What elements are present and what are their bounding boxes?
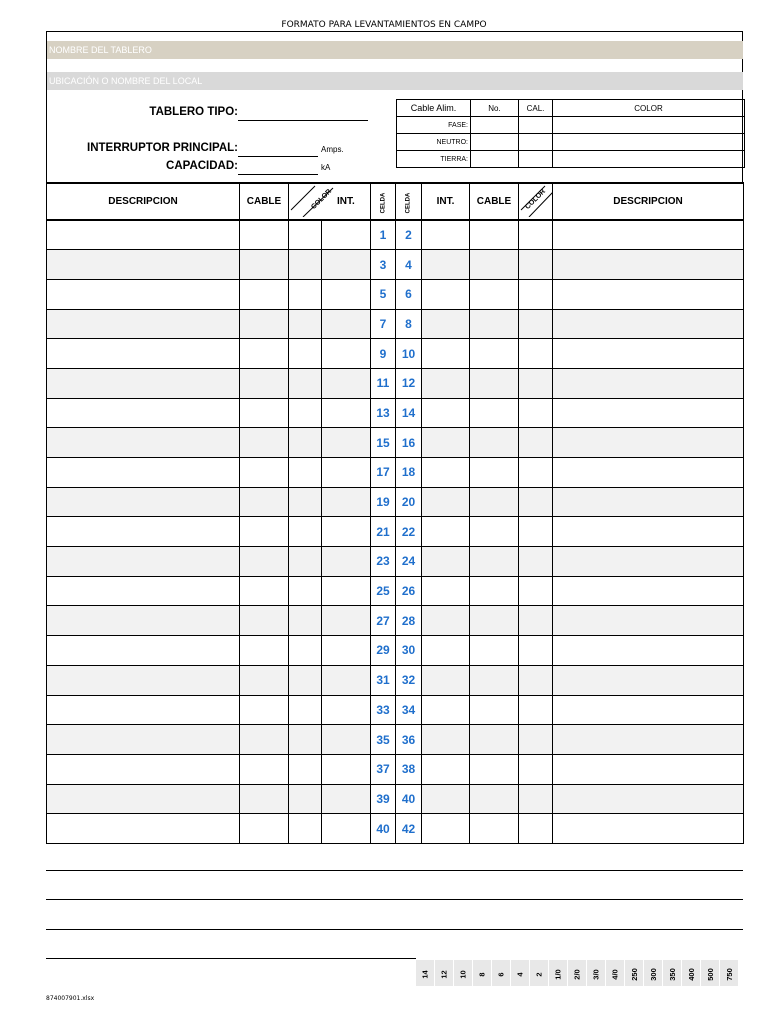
cable-size-cell: 1/0: [549, 960, 568, 987]
cable-left-cell[interactable]: [240, 309, 289, 339]
celda-right-number: 4: [396, 250, 422, 280]
celda-right-number: 8: [396, 309, 422, 339]
descripcion-left-cell[interactable]: [47, 606, 240, 636]
cable-size-cell: 300: [644, 960, 663, 987]
celda-right-number: 32: [396, 665, 422, 695]
table-row: [47, 368, 744, 398]
color-right-cell[interactable]: [519, 665, 553, 695]
int-left-cell[interactable]: [322, 279, 371, 309]
descripcion-left-cell[interactable]: [47, 754, 240, 784]
int-right-cell[interactable]: [422, 398, 470, 428]
celda-right-number: 38: [396, 754, 422, 784]
table-row: [47, 339, 744, 369]
color-left-cell[interactable]: [289, 309, 322, 339]
table-row: [47, 487, 744, 517]
cable-size-cell: 4/0: [606, 960, 625, 987]
int-right-cell[interactable]: [422, 368, 470, 398]
int-right-cell[interactable]: [422, 487, 470, 517]
color-right-cell[interactable]: [519, 814, 553, 844]
amps-unit: Amps.: [321, 145, 344, 154]
color-int-left-header: [289, 183, 371, 220]
table-row: [47, 636, 744, 666]
fase-cal-cell[interactable]: [519, 117, 553, 134]
color-right-cell[interactable]: [519, 547, 553, 577]
table-row: [47, 517, 744, 547]
descripcion-left-cell[interactable]: [47, 665, 240, 695]
cable-left-cell[interactable]: [240, 458, 289, 488]
color-left-cell[interactable]: [289, 220, 322, 250]
descripcion-right-cell[interactable]: [553, 606, 744, 636]
int-left-cell[interactable]: [322, 517, 371, 547]
celda-right-number: 18: [396, 458, 422, 488]
celda-right-number: 16: [396, 428, 422, 458]
cable-left-cell[interactable]: [240, 695, 289, 725]
color-left-cell[interactable]: [289, 368, 322, 398]
celda-right-number: 6: [396, 279, 422, 309]
descripcion-right-cell[interactable]: [553, 487, 744, 517]
tierra-color-cell[interactable]: [553, 151, 745, 168]
descripcion-left-cell[interactable]: [47, 220, 240, 250]
cable-size-cell: 500: [701, 960, 720, 987]
int-left-label: INT.: [337, 196, 355, 207]
color-right-header: [519, 183, 553, 220]
cable-right-cell[interactable]: [470, 606, 519, 636]
cal-header: CAL.: [519, 100, 553, 117]
capacidad-label: CAPACIDAD:: [166, 160, 238, 172]
table-row: [47, 754, 744, 784]
color-right-cell[interactable]: [519, 428, 553, 458]
table-row: [47, 309, 744, 339]
celda-left-header: CELDA: [371, 183, 396, 220]
int-left-cell[interactable]: [322, 428, 371, 458]
cable-size-cell: 2/0: [568, 960, 587, 987]
fase-no-cell[interactable]: [471, 117, 519, 134]
cable-right-cell[interactable]: [470, 309, 519, 339]
tablero-tipo-label: TABLERO TIPO:: [149, 106, 238, 118]
color-left-cell[interactable]: [289, 576, 322, 606]
descripcion-right-cell[interactable]: [553, 725, 744, 755]
color-left-cell[interactable]: [289, 784, 322, 814]
cable-right-cell[interactable]: [470, 220, 519, 250]
color-left-cell[interactable]: [289, 695, 322, 725]
int-right-cell[interactable]: [422, 636, 470, 666]
neutro-cal-cell[interactable]: [519, 134, 553, 151]
int-right-cell[interactable]: [422, 428, 470, 458]
color-left-cell[interactable]: [289, 428, 322, 458]
celda-left-number: 40: [371, 814, 396, 844]
cable-right-header: CABLE: [470, 183, 519, 220]
cable-right-cell[interactable]: [470, 547, 519, 577]
cable-right-cell[interactable]: [470, 814, 519, 844]
int-left-cell[interactable]: [322, 576, 371, 606]
table-row: [47, 665, 744, 695]
cable-size-cell: 12: [435, 960, 454, 987]
celda-left-number: 37: [371, 754, 396, 784]
descripcion-right-cell[interactable]: [553, 428, 744, 458]
descripcion-left-cell[interactable]: [47, 398, 240, 428]
cable-left-cell[interactable]: [240, 398, 289, 428]
cable-left-header: CABLE: [240, 183, 289, 220]
color-left-cell[interactable]: [289, 725, 322, 755]
int-left-cell[interactable]: [322, 636, 371, 666]
descripcion-right-cell[interactable]: [553, 339, 744, 369]
descripcion-left-cell[interactable]: [47, 636, 240, 666]
color-right-cell[interactable]: [519, 487, 553, 517]
cable-size-cell: 250: [625, 960, 644, 987]
notes-line[interactable]: [46, 929, 743, 930]
int-right-cell[interactable]: [422, 220, 470, 250]
descripcion-left-cell[interactable]: [47, 784, 240, 814]
descripcion-right-cell[interactable]: [553, 279, 744, 309]
color-right-cell[interactable]: [519, 606, 553, 636]
celda-right-number: 14: [396, 398, 422, 428]
tierra-label: TIERRA:: [397, 151, 471, 168]
table-row: [47, 458, 744, 488]
color-right-label: COLOR: [524, 188, 548, 211]
table-row: [47, 428, 744, 458]
descripcion-right-cell[interactable]: [553, 576, 744, 606]
color-left-cell[interactable]: [289, 398, 322, 428]
color-right-cell[interactable]: [519, 725, 553, 755]
no-header: No.: [471, 100, 519, 117]
int-left-cell[interactable]: [322, 547, 371, 577]
int-right-cell[interactable]: [422, 695, 470, 725]
color-left-cell[interactable]: [289, 547, 322, 577]
interruptor-label: INTERRUPTOR PRINCIPAL:: [87, 142, 238, 154]
celda-left-number: 35: [371, 725, 396, 755]
table-row: [47, 725, 744, 755]
cable-right-cell[interactable]: [470, 636, 519, 666]
cable-size-cell: 14: [416, 960, 435, 987]
celda-right-number: 2: [396, 220, 422, 250]
table-row: [47, 784, 744, 814]
int-right-cell[interactable]: [422, 754, 470, 784]
descripcion-right-cell[interactable]: [553, 368, 744, 398]
celda-right-number: 36: [396, 725, 422, 755]
color-right-cell[interactable]: [519, 398, 553, 428]
celda-left-number: 19: [371, 487, 396, 517]
cable-left-cell[interactable]: [240, 576, 289, 606]
celda-left-number: 3: [371, 250, 396, 280]
int-right-cell[interactable]: [422, 576, 470, 606]
descripcion-left-header: DESCRIPCION: [47, 183, 240, 220]
cable-left-cell[interactable]: [240, 636, 289, 666]
celda-left-number: 21: [371, 517, 396, 547]
descripcion-left-cell[interactable]: [47, 814, 240, 844]
cable-left-cell[interactable]: [240, 606, 289, 636]
int-left-cell[interactable]: [322, 250, 371, 280]
int-left-cell[interactable]: [322, 695, 371, 725]
color-left-cell[interactable]: [289, 754, 322, 784]
int-left-cell[interactable]: [322, 220, 371, 250]
tierra-no-cell[interactable]: [471, 151, 519, 168]
local-name-field[interactable]: UBICACIÓN O NOMBRE DEL LOCAL: [47, 72, 743, 90]
descripcion-right-cell[interactable]: [553, 814, 744, 844]
cable-right-cell[interactable]: [470, 458, 519, 488]
descripcion-right-cell[interactable]: [553, 695, 744, 725]
celda-right-header: CELDA: [396, 183, 422, 220]
table-row: [47, 547, 744, 577]
descripcion-right-cell[interactable]: [553, 754, 744, 784]
cable-left-cell[interactable]: [240, 725, 289, 755]
color-right-cell[interactable]: [519, 368, 553, 398]
table-row: [47, 220, 744, 250]
neutro-color-cell[interactable]: [553, 134, 745, 151]
descripcion-left-cell[interactable]: [47, 458, 240, 488]
color-right-cell[interactable]: [519, 220, 553, 250]
color-left-cell[interactable]: [289, 517, 322, 547]
descripcion-left-cell[interactable]: [47, 279, 240, 309]
celda-left-number: 1: [371, 220, 396, 250]
descripcion-right-cell[interactable]: [553, 250, 744, 280]
celda-right-number: 30: [396, 636, 422, 666]
cable-left-cell[interactable]: [240, 250, 289, 280]
color-right-cell[interactable]: [519, 636, 553, 666]
fase-label: FASE:: [397, 117, 471, 134]
descripcion-right-cell[interactable]: [553, 636, 744, 666]
descripcion-right-cell[interactable]: [553, 517, 744, 547]
celda-right-number: 10: [396, 339, 422, 369]
capacidad-input[interactable]: [238, 160, 318, 175]
int-left-cell[interactable]: [322, 754, 371, 784]
cable-left-cell[interactable]: [240, 368, 289, 398]
cable-right-cell[interactable]: [470, 665, 519, 695]
descripcion-right-cell[interactable]: [553, 458, 744, 488]
cable-right-cell[interactable]: [470, 398, 519, 428]
descripcion-left-cell[interactable]: [47, 428, 240, 458]
descripcion-left-cell[interactable]: [47, 368, 240, 398]
cable-size-cell: 350: [663, 960, 682, 987]
descripcion-right-cell[interactable]: [553, 220, 744, 250]
cable-left-cell[interactable]: [240, 517, 289, 547]
celda-right-number: 22: [396, 517, 422, 547]
descripcion-right-cell[interactable]: [553, 784, 744, 814]
cable-right-cell[interactable]: [470, 754, 519, 784]
color-left-cell[interactable]: [289, 814, 322, 844]
descripcion-left-cell[interactable]: [47, 547, 240, 577]
int-right-cell[interactable]: [422, 784, 470, 814]
table-row: [47, 398, 744, 428]
int-right-cell[interactable]: [422, 665, 470, 695]
cable-right-cell[interactable]: [470, 279, 519, 309]
table-row: [47, 606, 744, 636]
celda-left-number: 39: [371, 784, 396, 814]
cable-right-cell[interactable]: [470, 339, 519, 369]
table-row: [47, 250, 744, 280]
celda-left-number: 7: [371, 309, 396, 339]
cable-right-cell[interactable]: [470, 250, 519, 280]
descripcion-left-cell[interactable]: [47, 576, 240, 606]
table-row: [47, 814, 744, 844]
color-right-cell[interactable]: [519, 695, 553, 725]
page-title: FORMATO PARA LEVANTAMIENTOS EN CAMPO: [281, 20, 487, 30]
interruptor-input[interactable]: [238, 142, 318, 157]
neutro-no-cell[interactable]: [471, 134, 519, 151]
cable-size-cell: 4: [511, 960, 530, 987]
celda-right-number: 34: [396, 695, 422, 725]
color-right-cell[interactable]: [519, 279, 553, 309]
cable-left-cell[interactable]: [240, 814, 289, 844]
circuits-table: [46, 182, 744, 844]
file-name: 874007901.xlsx: [46, 995, 95, 1002]
int-right-cell[interactable]: [422, 547, 470, 577]
celda-left-number: 23: [371, 547, 396, 577]
tierra-cal-cell[interactable]: [519, 151, 553, 168]
celda-left-number: 17: [371, 458, 396, 488]
cable-right-cell[interactable]: [470, 517, 519, 547]
notes-line[interactable]: [46, 899, 743, 900]
cable-left-cell[interactable]: [240, 754, 289, 784]
descripcion-left-cell[interactable]: [47, 487, 240, 517]
celda-right-number: 24: [396, 547, 422, 577]
descripcion-right-cell[interactable]: [553, 665, 744, 695]
color-left-cell[interactable]: [289, 636, 322, 666]
cable-left-cell[interactable]: [240, 428, 289, 458]
cable-size-cell: 750: [720, 960, 739, 987]
descripcion-right-cell[interactable]: [553, 398, 744, 428]
int-right-cell[interactable]: [422, 279, 470, 309]
celda-left-number: 13: [371, 398, 396, 428]
cable-right-cell[interactable]: [470, 695, 519, 725]
color-left-cell[interactable]: [289, 606, 322, 636]
color-left-cell[interactable]: [289, 665, 322, 695]
cable-size-cell: 3/0: [587, 960, 606, 987]
cable-alim-header: Cable Alim.: [397, 100, 471, 117]
fase-color-cell[interactable]: [553, 117, 745, 134]
descripcion-right-cell[interactable]: [553, 309, 744, 339]
int-left-cell[interactable]: [322, 606, 371, 636]
int-left-cell[interactable]: [322, 339, 371, 369]
neutro-label: NEUTRO:: [397, 134, 471, 151]
color-left-cell[interactable]: [289, 487, 322, 517]
cable-right-cell[interactable]: [470, 487, 519, 517]
int-left-cell[interactable]: [322, 784, 371, 814]
color-left-cell[interactable]: [289, 458, 322, 488]
descripcion-left-cell[interactable]: [47, 517, 240, 547]
notes-line[interactable]: [46, 870, 743, 871]
descripcion-right-cell[interactable]: [553, 547, 744, 577]
int-right-cell[interactable]: [422, 339, 470, 369]
descripcion-left-cell[interactable]: [47, 250, 240, 280]
descripcion-left-cell[interactable]: [47, 309, 240, 339]
cable-right-cell[interactable]: [470, 368, 519, 398]
celda-right-number: 40: [396, 784, 422, 814]
celda-right-number: 28: [396, 606, 422, 636]
int-right-header: INT.: [422, 183, 470, 220]
celda-right-number: 20: [396, 487, 422, 517]
color-right-cell[interactable]: [519, 754, 553, 784]
int-right-cell[interactable]: [422, 250, 470, 280]
cable-size-cell: 10: [454, 960, 473, 987]
table-row: [47, 695, 744, 725]
cable-size-cell: 6: [492, 960, 511, 987]
descripcion-left-cell[interactable]: [47, 695, 240, 725]
celda-left-number: 33: [371, 695, 396, 725]
celda-left-number: 31: [371, 665, 396, 695]
tablero-tipo-input[interactable]: [238, 106, 368, 121]
int-left-cell[interactable]: [322, 487, 371, 517]
cable-right-cell[interactable]: [470, 428, 519, 458]
cable-left-cell[interactable]: [240, 487, 289, 517]
cable-right-cell[interactable]: [470, 784, 519, 814]
int-right-cell[interactable]: [422, 458, 470, 488]
int-left-cell[interactable]: [322, 665, 371, 695]
int-left-cell[interactable]: [322, 458, 371, 488]
color-left-cell[interactable]: [289, 250, 322, 280]
color-right-cell[interactable]: [519, 784, 553, 814]
cable-right-cell[interactable]: [470, 576, 519, 606]
ka-unit: kA: [321, 163, 331, 172]
celda-right-number: 26: [396, 576, 422, 606]
int-right-cell[interactable]: [422, 606, 470, 636]
color-right-cell[interactable]: [519, 576, 553, 606]
cable-left-cell[interactable]: [240, 339, 289, 369]
int-right-cell[interactable]: [422, 517, 470, 547]
cable-size-cell: 8: [473, 960, 492, 987]
cable-size-cell: 400: [682, 960, 701, 987]
color-right-cell[interactable]: [519, 339, 553, 369]
cable-size-cell: 2: [530, 960, 549, 987]
celda-left-number: 29: [371, 636, 396, 666]
celda-right-number: 12: [396, 368, 422, 398]
int-right-cell[interactable]: [422, 725, 470, 755]
color-right-cell[interactable]: [519, 517, 553, 547]
celda-left-number: 11: [371, 368, 396, 398]
color-left-cell[interactable]: [289, 279, 322, 309]
descripcion-right-header: DESCRIPCION: [553, 183, 744, 220]
celda-left-number: 27: [371, 606, 396, 636]
table-row: [47, 576, 744, 606]
cable-left-cell[interactable]: [240, 665, 289, 695]
celda-left-number: 5: [371, 279, 396, 309]
cable-sizes-strip: [415, 959, 739, 987]
color-right-cell[interactable]: [519, 309, 553, 339]
descripcion-left-cell[interactable]: [47, 725, 240, 755]
int-left-cell[interactable]: [322, 814, 371, 844]
cable-left-cell[interactable]: [240, 279, 289, 309]
cable-right-cell[interactable]: [470, 725, 519, 755]
celda-left-number: 9: [371, 339, 396, 369]
cable-alim-table: [396, 99, 745, 168]
color-header: COLOR: [553, 100, 745, 117]
cable-left-cell[interactable]: [240, 220, 289, 250]
int-left-cell[interactable]: [322, 725, 371, 755]
celda-left-number: 25: [371, 576, 396, 606]
celda-left-number: 15: [371, 428, 396, 458]
cable-left-cell[interactable]: [240, 547, 289, 577]
celda-right-number: 42: [396, 814, 422, 844]
color-right-cell[interactable]: [519, 458, 553, 488]
color-right-cell[interactable]: [519, 250, 553, 280]
tablero-name-field[interactable]: NOMBRE DEL TABLERO: [47, 41, 743, 59]
color-left-label: COLOR: [310, 188, 334, 211]
table-row: [47, 279, 744, 309]
color-left-cell[interactable]: [289, 339, 322, 369]
descripcion-left-cell[interactable]: [47, 339, 240, 369]
int-right-cell[interactable]: [422, 309, 470, 339]
int-left-cell[interactable]: [322, 309, 371, 339]
notes-line[interactable]: [46, 958, 416, 959]
int-left-cell[interactable]: [322, 368, 371, 398]
cable-left-cell[interactable]: [240, 784, 289, 814]
int-right-cell[interactable]: [422, 814, 470, 844]
int-left-cell[interactable]: [322, 398, 371, 428]
